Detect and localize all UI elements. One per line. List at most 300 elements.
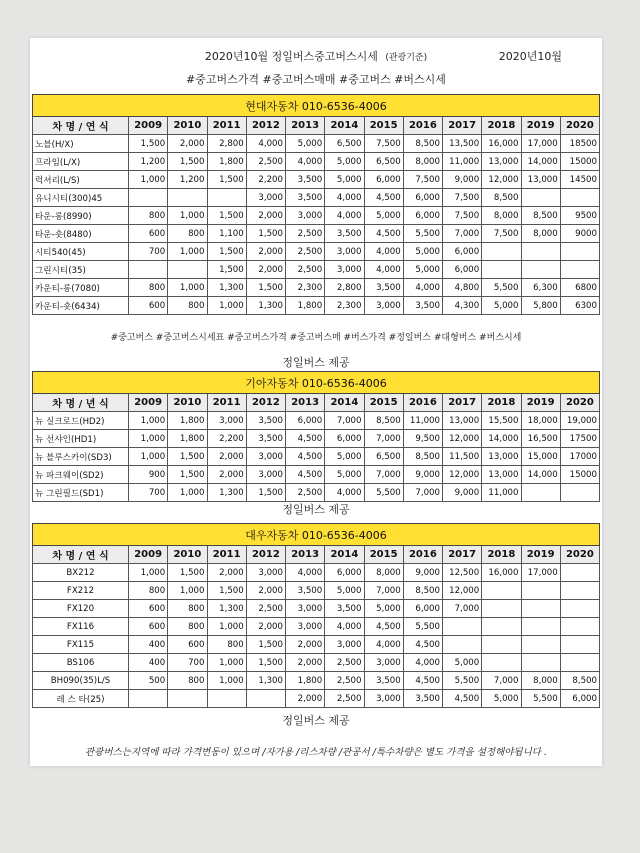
price-cell (560, 261, 599, 279)
year-header: 2020 (560, 394, 599, 412)
price-cell: 7,500 (443, 189, 482, 207)
price-cell: 6,000 (443, 243, 482, 261)
kia-price-table (32, 371, 600, 502)
title-note: (관광기준) (385, 53, 428, 63)
daewoo-brand-title: 대우자동차 010-6536-4006 (33, 524, 600, 546)
price-cell: 5,500 (403, 618, 442, 636)
model-name-cell: FX115 (33, 636, 129, 654)
price-cell: 5,000 (443, 654, 482, 672)
model-name-cell: 타운-숏(8480) (33, 225, 129, 243)
price-cell: 5,000 (403, 243, 442, 261)
year-header: 2019 (521, 546, 560, 564)
price-cell: 15,500 (482, 412, 521, 430)
kia-header-row (33, 394, 600, 412)
table-row (33, 600, 600, 618)
year-header: 2015 (364, 117, 403, 135)
price-cell: 2,500 (286, 484, 325, 502)
price-cell: 1,000 (168, 582, 207, 600)
price-cell: 1,200 (129, 153, 168, 171)
price-cell: 500 (129, 672, 168, 690)
price-cell: 3,000 (364, 654, 403, 672)
year-header: 2016 (403, 117, 442, 135)
price-cell: 8,000 (403, 153, 442, 171)
year-header: 2017 (443, 117, 482, 135)
table-row (33, 207, 600, 225)
table-row (33, 466, 600, 484)
price-cell: 4,500 (364, 189, 403, 207)
table-row (33, 189, 600, 207)
model-name-cell: FX120 (33, 600, 129, 618)
price-cell: 7,000 (364, 582, 403, 600)
price-cell (207, 690, 246, 708)
price-cell: 1,500 (168, 153, 207, 171)
price-cell: 2,000 (286, 636, 325, 654)
price-cell (482, 636, 521, 654)
price-cell: 13,000 (443, 412, 482, 430)
price-cell (246, 690, 285, 708)
hashtags-middle: #중고버스 #중고버스시세표 #중고버스가격 #중고버스매 #버스가격 #정일버스 #대형버스 #버스시세 (110, 333, 522, 343)
price-cell (207, 189, 246, 207)
price-cell: 1,000 (207, 297, 246, 315)
price-cell: 3,000 (325, 261, 364, 279)
price-cell: 6300 (560, 297, 599, 315)
price-cell: 3,500 (403, 690, 442, 708)
year-header: 2020 (560, 546, 599, 564)
table-row (33, 672, 600, 690)
table-row (33, 153, 600, 171)
price-cell: 9,000 (443, 171, 482, 189)
title-text: 2020년10월 정일버스중고버스시세 (204, 50, 378, 63)
price-cell (560, 654, 599, 672)
price-cell (129, 690, 168, 708)
price-cell: 8,500 (364, 412, 403, 430)
year-header: 2015 (364, 394, 403, 412)
price-cell: 14,000 (521, 466, 560, 484)
price-cell: 3,000 (286, 207, 325, 225)
price-cell (482, 618, 521, 636)
price-cell: 1,000 (168, 243, 207, 261)
price-cell (560, 243, 599, 261)
table-row (33, 654, 600, 672)
price-cell: 2,000 (246, 618, 285, 636)
price-cell: 14,000 (482, 430, 521, 448)
year-header: 2011 (207, 394, 246, 412)
year-header: 2015 (364, 546, 403, 564)
price-cell: 2,000 (246, 582, 285, 600)
price-cell: 2,500 (325, 672, 364, 690)
price-cell: 2,000 (168, 135, 207, 153)
price-cell: 11,500 (443, 448, 482, 466)
price-cell: 3,000 (246, 448, 285, 466)
price-cell: 17,000 (521, 564, 560, 582)
price-cell: 3,000 (286, 600, 325, 618)
model-year-header: 차 명 / 연 식 (33, 117, 129, 135)
price-cell: 4,500 (403, 636, 442, 654)
price-cell: 2,000 (207, 448, 246, 466)
price-cell: 4,500 (364, 225, 403, 243)
price-cell: 7,000 (364, 430, 403, 448)
price-cell: 700 (129, 484, 168, 502)
price-cell: 5,000 (364, 207, 403, 225)
price-cell: 600 (129, 297, 168, 315)
footer-disclaimer: 관광버스는지역에 따라 가격변동이 있으며 /자가용 /리스차량 /관공서 /특수차량은 별도 가격을 설정해야됩니다 . (84, 747, 547, 758)
price-cell (521, 654, 560, 672)
table-row (33, 135, 600, 153)
model-name-cell: 뉴 그린필드(SD1) (33, 484, 129, 502)
price-cell: 3,500 (246, 412, 285, 430)
price-cell: 3,000 (325, 243, 364, 261)
table-row (33, 484, 600, 502)
price-cell: 9000 (560, 225, 599, 243)
price-cell: 19,000 (560, 412, 599, 430)
price-cell: 4,000 (364, 261, 403, 279)
model-name-cell: 프라임(L/X) (33, 153, 129, 171)
price-cell: 1,000 (129, 412, 168, 430)
price-cell: 14,000 (521, 153, 560, 171)
kia-brand-title: 기아자동차 010-6536-4006 (33, 372, 600, 394)
price-cell: 1,000 (207, 618, 246, 636)
price-cell: 1,800 (168, 412, 207, 430)
price-cell: 7,500 (364, 135, 403, 153)
year-header: 2013 (286, 546, 325, 564)
table-row (33, 636, 600, 654)
price-cell: 14500 (560, 171, 599, 189)
price-cell: 6,500 (364, 448, 403, 466)
price-cell: 6,500 (325, 135, 364, 153)
price-cell: 600 (168, 636, 207, 654)
price-cell: 5,500 (403, 225, 442, 243)
model-name-cell: BH090(35)L/S (33, 672, 129, 690)
table-row (33, 297, 600, 315)
price-cell (443, 618, 482, 636)
table-row (33, 448, 600, 466)
price-cell: 5,500 (521, 690, 560, 708)
price-cell: 5,000 (325, 448, 364, 466)
price-cell: 4,000 (364, 243, 403, 261)
price-cell: 15,000 (521, 448, 560, 466)
price-cell: 8,500 (403, 135, 442, 153)
price-cell: 800 (129, 582, 168, 600)
price-cell: 3,500 (364, 672, 403, 690)
price-cell: 7,000 (364, 466, 403, 484)
price-cell (521, 582, 560, 600)
price-cell: 3,500 (286, 582, 325, 600)
year-header: 2009 (129, 546, 168, 564)
price-cell: 5,500 (364, 484, 403, 502)
price-cell: 5,000 (482, 690, 521, 708)
price-cell: 3,000 (246, 564, 285, 582)
hyundai-brand-row (33, 95, 600, 117)
price-cell: 15000 (560, 466, 599, 484)
price-cell: 2,000 (246, 261, 285, 279)
provided-note-2: 정일버스 제공 (282, 503, 350, 516)
price-cell: 3,500 (246, 430, 285, 448)
year-header: 2014 (325, 117, 364, 135)
price-cell: 1,800 (207, 153, 246, 171)
table-row (33, 261, 600, 279)
price-cell: 7,500 (403, 171, 442, 189)
price-cell: 4,000 (286, 564, 325, 582)
table-row (33, 564, 600, 582)
price-cell (129, 189, 168, 207)
price-cell: 6,500 (364, 153, 403, 171)
price-cell: 4,500 (403, 672, 442, 690)
price-cell (560, 600, 599, 618)
hyundai-header-row (33, 117, 600, 135)
price-cell: 600 (129, 618, 168, 636)
table-row (33, 412, 600, 430)
price-cell: 12,500 (443, 564, 482, 582)
price-cell: 17500 (560, 430, 599, 448)
price-cell: 3,000 (286, 618, 325, 636)
year-header: 2018 (482, 546, 521, 564)
page-title (30, 48, 602, 64)
price-cell: 7,000 (443, 225, 482, 243)
model-name-cell: 뉴 블루스카이(SD3) (33, 448, 129, 466)
price-cell: 4,000 (325, 189, 364, 207)
price-cell: 1,500 (168, 564, 207, 582)
price-cell: 4,000 (325, 618, 364, 636)
price-cell: 11,000 (482, 484, 521, 502)
daewoo-price-table (32, 523, 600, 708)
price-cell (521, 189, 560, 207)
price-cell: 2,000 (286, 690, 325, 708)
price-cell: 6,000 (443, 261, 482, 279)
model-name-cell: 카운티-롱(7080) (33, 279, 129, 297)
year-header: 2012 (246, 546, 285, 564)
price-cell: 1,000 (168, 207, 207, 225)
date-label: 2020년10월 (498, 50, 562, 63)
price-cell (560, 564, 599, 582)
price-cell: 13,000 (482, 466, 521, 484)
price-cell: 4,000 (325, 207, 364, 225)
price-cell (560, 636, 599, 654)
price-cell: 2,500 (286, 225, 325, 243)
price-cell (129, 261, 168, 279)
price-cell: 3,500 (286, 189, 325, 207)
year-header: 2014 (325, 394, 364, 412)
price-cell: 7,000 (443, 600, 482, 618)
price-cell: 17000 (560, 448, 599, 466)
price-cell (168, 690, 207, 708)
price-cell: 16,500 (521, 430, 560, 448)
price-cell: 800 (168, 672, 207, 690)
price-cell: 3,500 (403, 297, 442, 315)
year-header: 2010 (168, 394, 207, 412)
model-name-cell: FX116 (33, 618, 129, 636)
price-cell: 3,000 (325, 636, 364, 654)
year-header: 2018 (482, 117, 521, 135)
price-cell: 900 (129, 466, 168, 484)
price-cell: 2,500 (246, 600, 285, 618)
price-cell: 4,500 (364, 618, 403, 636)
hyundai-price-table (32, 94, 600, 315)
model-year-header: 차 명 / 년 식 (33, 394, 129, 412)
price-cell: 1,300 (207, 279, 246, 297)
price-cell: 2,500 (246, 153, 285, 171)
price-cell: 3,500 (286, 171, 325, 189)
price-cell: 3,500 (364, 279, 403, 297)
price-cell: 800 (168, 297, 207, 315)
price-cell: 7,000 (403, 484, 442, 502)
price-cell: 2,000 (207, 564, 246, 582)
price-cell (443, 636, 482, 654)
price-cell (168, 261, 207, 279)
model-name-cell: FX212 (33, 582, 129, 600)
price-cell: 12,000 (443, 582, 482, 600)
price-cell: 400 (129, 654, 168, 672)
price-cell: 3,000 (364, 297, 403, 315)
price-cell: 1,000 (207, 672, 246, 690)
price-cell: 4,000 (325, 484, 364, 502)
price-cell: 5,000 (325, 466, 364, 484)
price-cell: 1,000 (129, 564, 168, 582)
price-cell: 6800 (560, 279, 599, 297)
model-name-cell: 유니시티(300)45 (33, 189, 129, 207)
price-cell: 5,500 (482, 279, 521, 297)
price-cell (482, 600, 521, 618)
table-row (33, 225, 600, 243)
price-cell: 800 (129, 207, 168, 225)
price-cell: 5,000 (364, 600, 403, 618)
price-cell: 1,500 (207, 207, 246, 225)
table-row (33, 243, 600, 261)
price-cell: 1,000 (168, 484, 207, 502)
table-row (33, 171, 600, 189)
price-cell: 700 (168, 654, 207, 672)
model-name-cell: 럭셔리(L/S) (33, 171, 129, 189)
year-header: 2017 (443, 394, 482, 412)
price-cell: 1,500 (246, 484, 285, 502)
price-cell (560, 618, 599, 636)
price-cell: 600 (129, 225, 168, 243)
price-cell: 1,300 (207, 600, 246, 618)
price-cell: 1,500 (207, 261, 246, 279)
price-cell: 3,000 (246, 189, 285, 207)
price-cell: 6,000 (403, 207, 442, 225)
price-cell: 5,000 (286, 135, 325, 153)
price-cell: 13,000 (482, 153, 521, 171)
model-name-cell: 시티540(45) (33, 243, 129, 261)
table-row (33, 279, 600, 297)
price-cell: 1,000 (129, 430, 168, 448)
model-name-cell: BS106 (33, 654, 129, 672)
price-cell: 8,500 (482, 189, 521, 207)
price-cell: 6,000 (325, 430, 364, 448)
year-header: 2011 (207, 546, 246, 564)
year-header: 2012 (246, 117, 285, 135)
price-cell: 8,500 (521, 207, 560, 225)
price-cell: 1,200 (168, 171, 207, 189)
year-header: 2020 (560, 117, 599, 135)
year-header: 2010 (168, 117, 207, 135)
price-cell: 4,500 (443, 690, 482, 708)
year-header: 2013 (286, 117, 325, 135)
price-cell: 15000 (560, 153, 599, 171)
price-cell: 1,300 (207, 484, 246, 502)
price-cell: 8,000 (482, 207, 521, 225)
model-name-cell: 뉴 선샤인(HD1) (33, 430, 129, 448)
price-cell: 1,500 (246, 636, 285, 654)
price-cell: 8,000 (521, 225, 560, 243)
year-header: 2011 (207, 117, 246, 135)
price-cell: 3,000 (364, 690, 403, 708)
price-cell: 4,000 (403, 654, 442, 672)
price-cell: 4,300 (443, 297, 482, 315)
table-row (33, 618, 600, 636)
price-cell: 5,500 (443, 672, 482, 690)
model-year-header: 차 명 / 연 식 (33, 546, 129, 564)
price-cell: 4,000 (286, 153, 325, 171)
year-header: 2019 (521, 117, 560, 135)
price-cell: 4,000 (403, 279, 442, 297)
price-cell: 2,800 (325, 279, 364, 297)
model-name-cell: 뉴 파크웨이(SD2) (33, 466, 129, 484)
model-name-cell: 그린시티(35) (33, 261, 129, 279)
price-cell: 1,000 (207, 654, 246, 672)
price-cell: 800 (168, 600, 207, 618)
price-cell: 3,500 (325, 600, 364, 618)
price-cell: 12,000 (443, 466, 482, 484)
price-cell (482, 582, 521, 600)
year-header: 2018 (482, 394, 521, 412)
kia-brand-row (33, 372, 600, 394)
year-header: 2013 (286, 394, 325, 412)
price-cell (521, 484, 560, 502)
price-cell: 5,000 (325, 153, 364, 171)
price-cell: 2,500 (286, 261, 325, 279)
price-cell: 18,000 (521, 412, 560, 430)
price-cell: 1,500 (246, 654, 285, 672)
provided-note-1: 정일버스 제공 (282, 356, 350, 369)
price-cell: 12,000 (443, 430, 482, 448)
price-cell: 800 (207, 636, 246, 654)
price-cell: 6,000 (286, 412, 325, 430)
price-cell (521, 600, 560, 618)
price-cell: 2,300 (286, 279, 325, 297)
price-cell: 6,000 (403, 189, 442, 207)
hyundai-brand-title: 현대자동차 010-6536-4006 (33, 95, 600, 117)
price-cell: 16,000 (482, 135, 521, 153)
price-cell: 2,300 (325, 297, 364, 315)
price-cell: 9,000 (403, 564, 442, 582)
model-name-cell: 레 스 타(25) (33, 690, 129, 708)
price-cell: 400 (129, 636, 168, 654)
price-cell: 7,500 (443, 207, 482, 225)
price-cell: 7,000 (325, 412, 364, 430)
price-cell: 2,500 (325, 654, 364, 672)
price-cell: 800 (168, 618, 207, 636)
price-cell: 6,000 (364, 171, 403, 189)
model-name-cell: 뉴 실크로드(HD2) (33, 412, 129, 430)
price-cell: 11,000 (403, 412, 442, 430)
price-cell (482, 243, 521, 261)
price-cell: 1,300 (246, 297, 285, 315)
price-cell: 17,000 (521, 135, 560, 153)
model-name-cell: 노블(H/X) (33, 135, 129, 153)
provided-note-3: 정일버스 제공 (282, 714, 350, 727)
price-cell: 5,000 (325, 171, 364, 189)
price-cell: 1,500 (246, 225, 285, 243)
table-row (33, 430, 600, 448)
price-cell: 1,500 (168, 466, 207, 484)
price-cell: 13,000 (482, 448, 521, 466)
price-cell: 1,500 (168, 448, 207, 466)
price-cell: 700 (129, 243, 168, 261)
year-header: 2014 (325, 546, 364, 564)
price-cell: 1,500 (129, 135, 168, 153)
price-cell: 13,500 (443, 135, 482, 153)
